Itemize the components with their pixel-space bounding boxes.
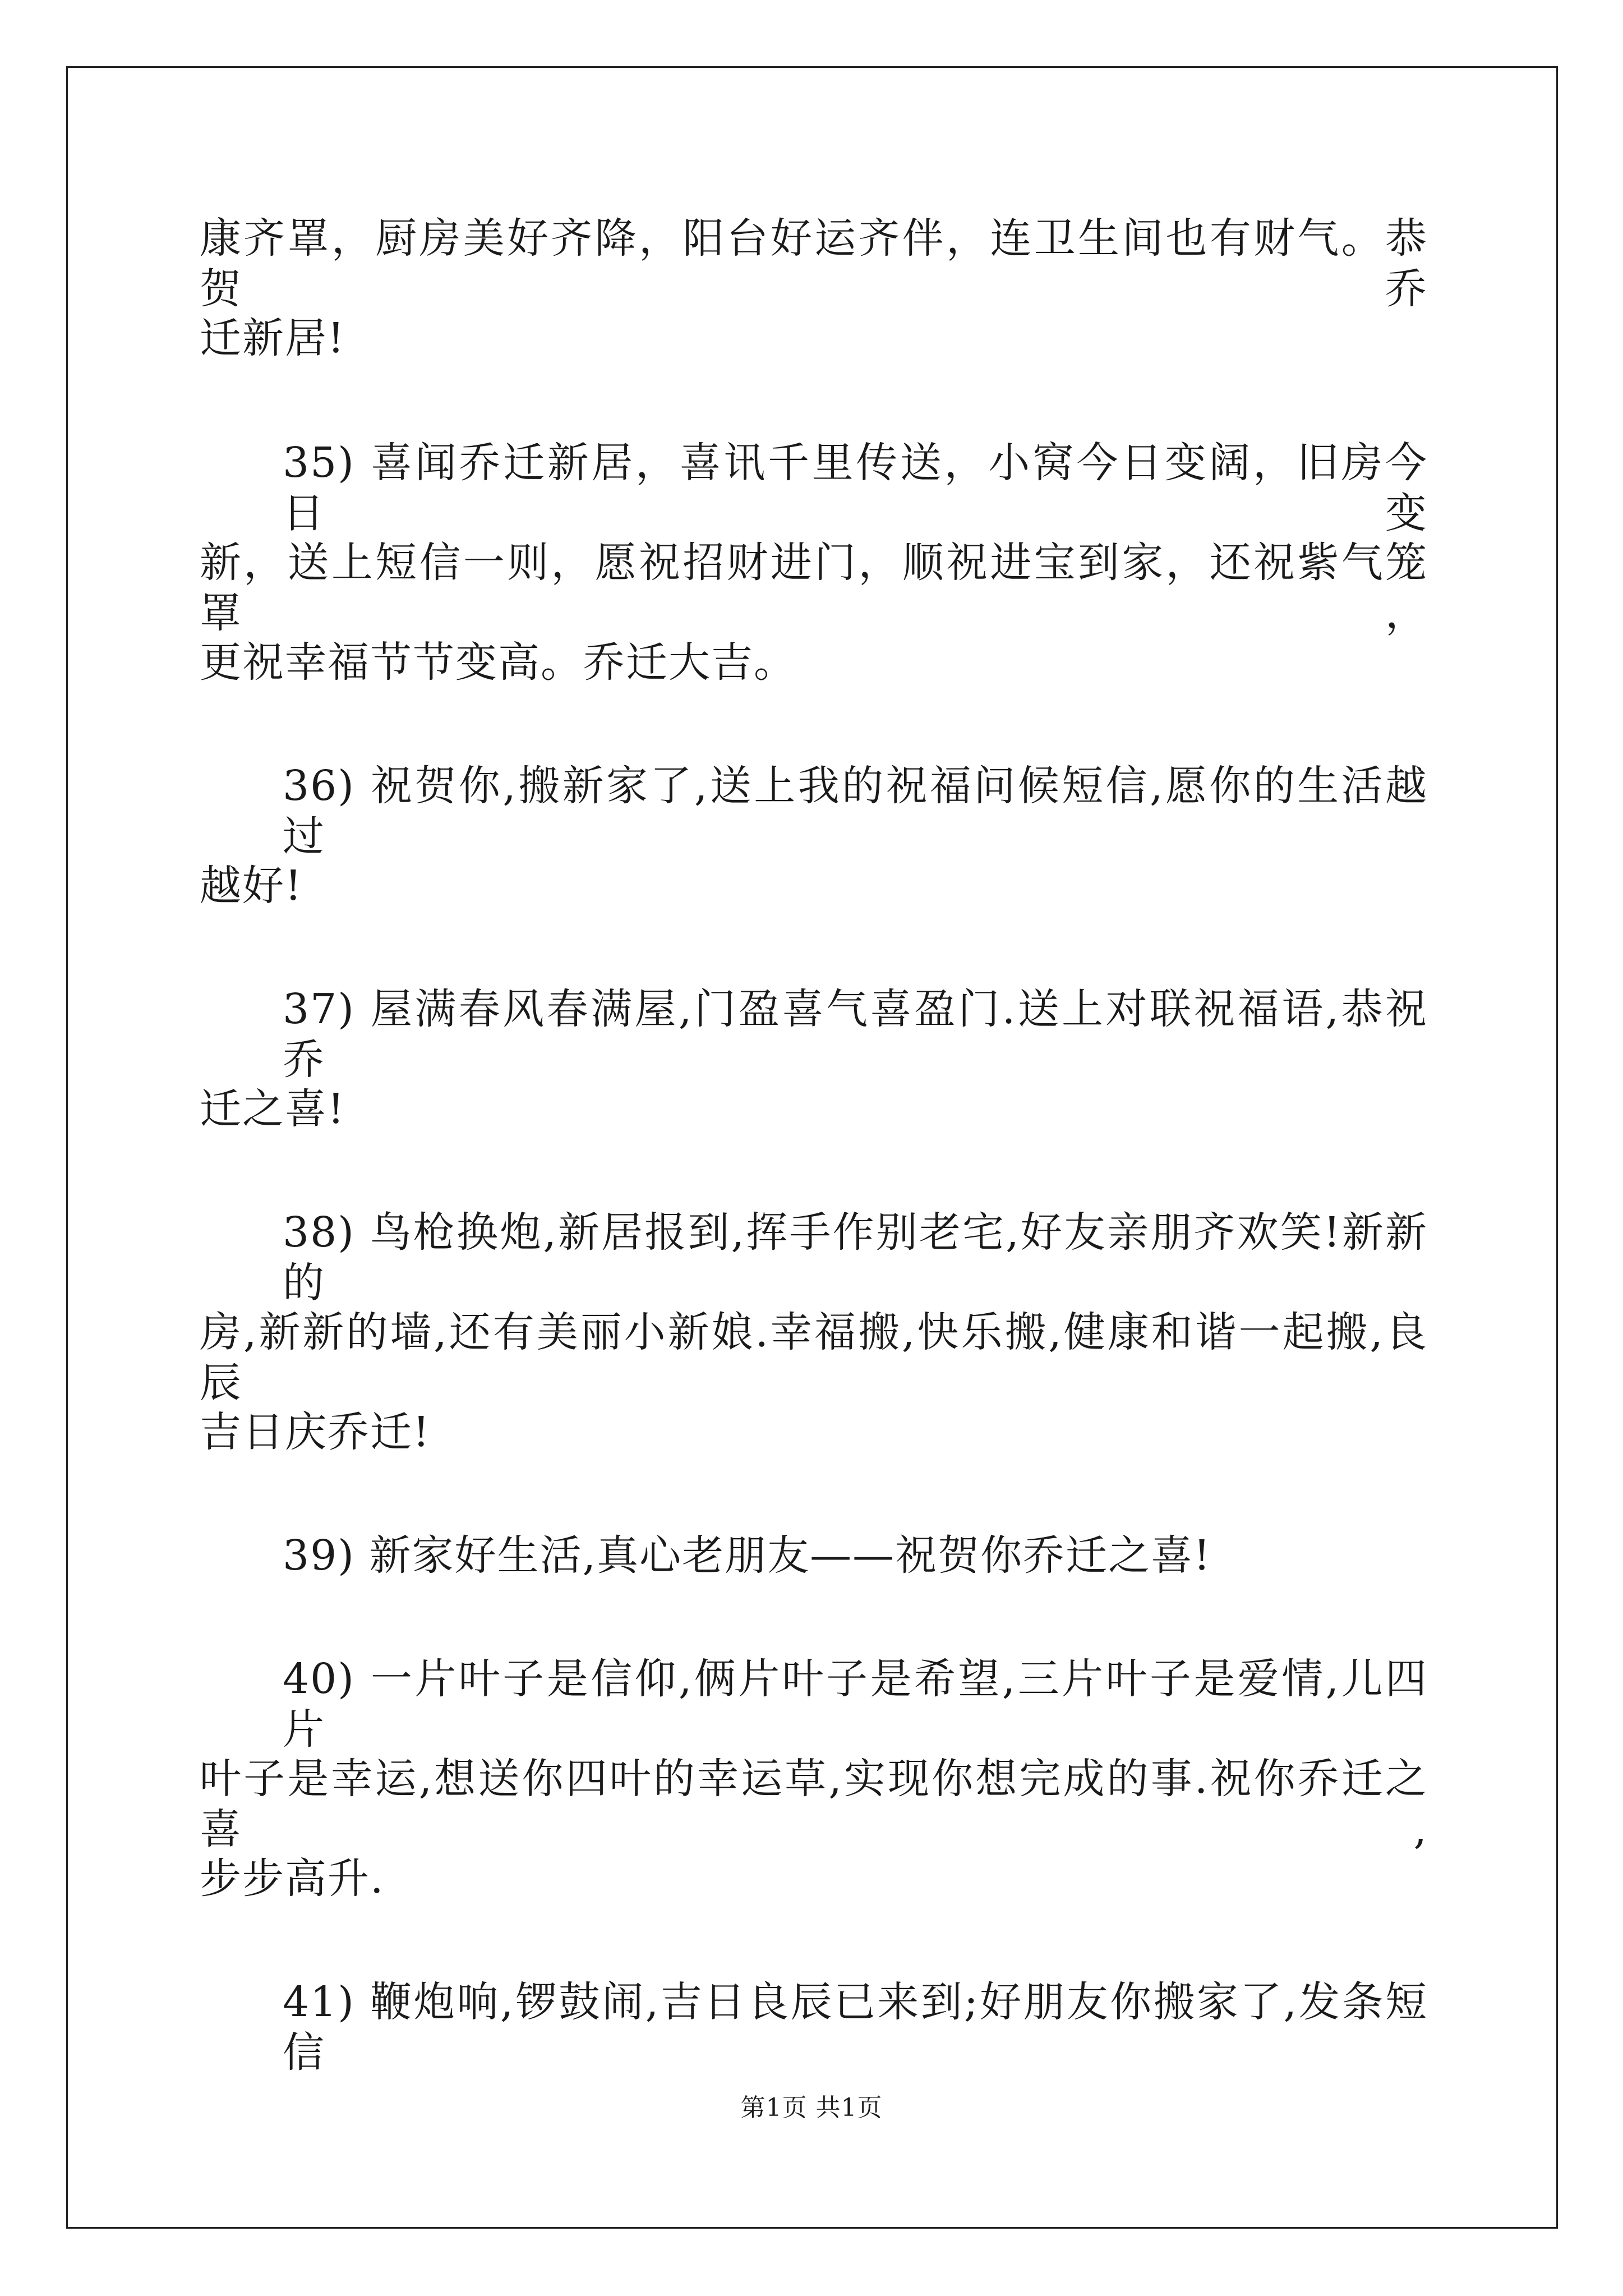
text-line: 新，送上短信一则，愿祝招财进门，顺祝进宝到家，还祝紫气笼罩， [200, 539, 1428, 637]
text-line: 康齐罩，厨房美好齐降，阳台好运齐伴，连卫生间也有财气。恭贺乔 [200, 214, 1428, 313]
page-border [66, 66, 1558, 2229]
text-line: 38) 鸟枪换炮,新居报到,挥手作别老宅,好友亲朋齐欢笑!新新的 [283, 1208, 1428, 1307]
text-line: 36) 祝贺你,搬新家了,送上我的祝福问候短信,愿你的生活越过 [283, 762, 1428, 861]
text-line: 39) 新家好生活,真心老朋友——祝贺你乔迁之喜! [283, 1531, 1211, 1580]
text-line: 41) 鞭炮响,锣鼓闹,吉日良辰已来到;好朋友你搬家了,发条短信 [283, 1978, 1428, 2077]
text-line: 35) 喜闻乔迁新居，喜讯千里传送，小窝今日变阔，旧房今日变 [283, 439, 1428, 537]
text-line: 吉日庆乔迁! [200, 1408, 431, 1456]
text-line: 越好! [200, 862, 303, 910]
text-line: 步步高升. [200, 1855, 385, 1903]
text-line: 37) 屋满春风春满屋,门盈喜气喜盈门.送上对联祝福语,恭祝乔 [283, 985, 1428, 1084]
page-footer: 第1页 共1页 [740, 2093, 883, 2122]
text-line: 房,新新的墙,还有美丽小新娘.幸福搬,快乐搬,健康和谐一起搬,良辰 [200, 1308, 1428, 1407]
text-line: 迁新居! [200, 314, 345, 362]
text-line: 更祝幸福节节变高。乔迁大吉。 [200, 638, 796, 687]
text-line: 40) 一片叶子是信仰,俩片叶子是希望,三片叶子是爱情,儿四片 [283, 1655, 1428, 1754]
text-line: 迁之喜! [200, 1085, 345, 1133]
text-line: 叶子是幸运,想送你四叶的幸运草,实现你想完成的事.祝你乔迁之喜, [200, 1755, 1428, 1853]
